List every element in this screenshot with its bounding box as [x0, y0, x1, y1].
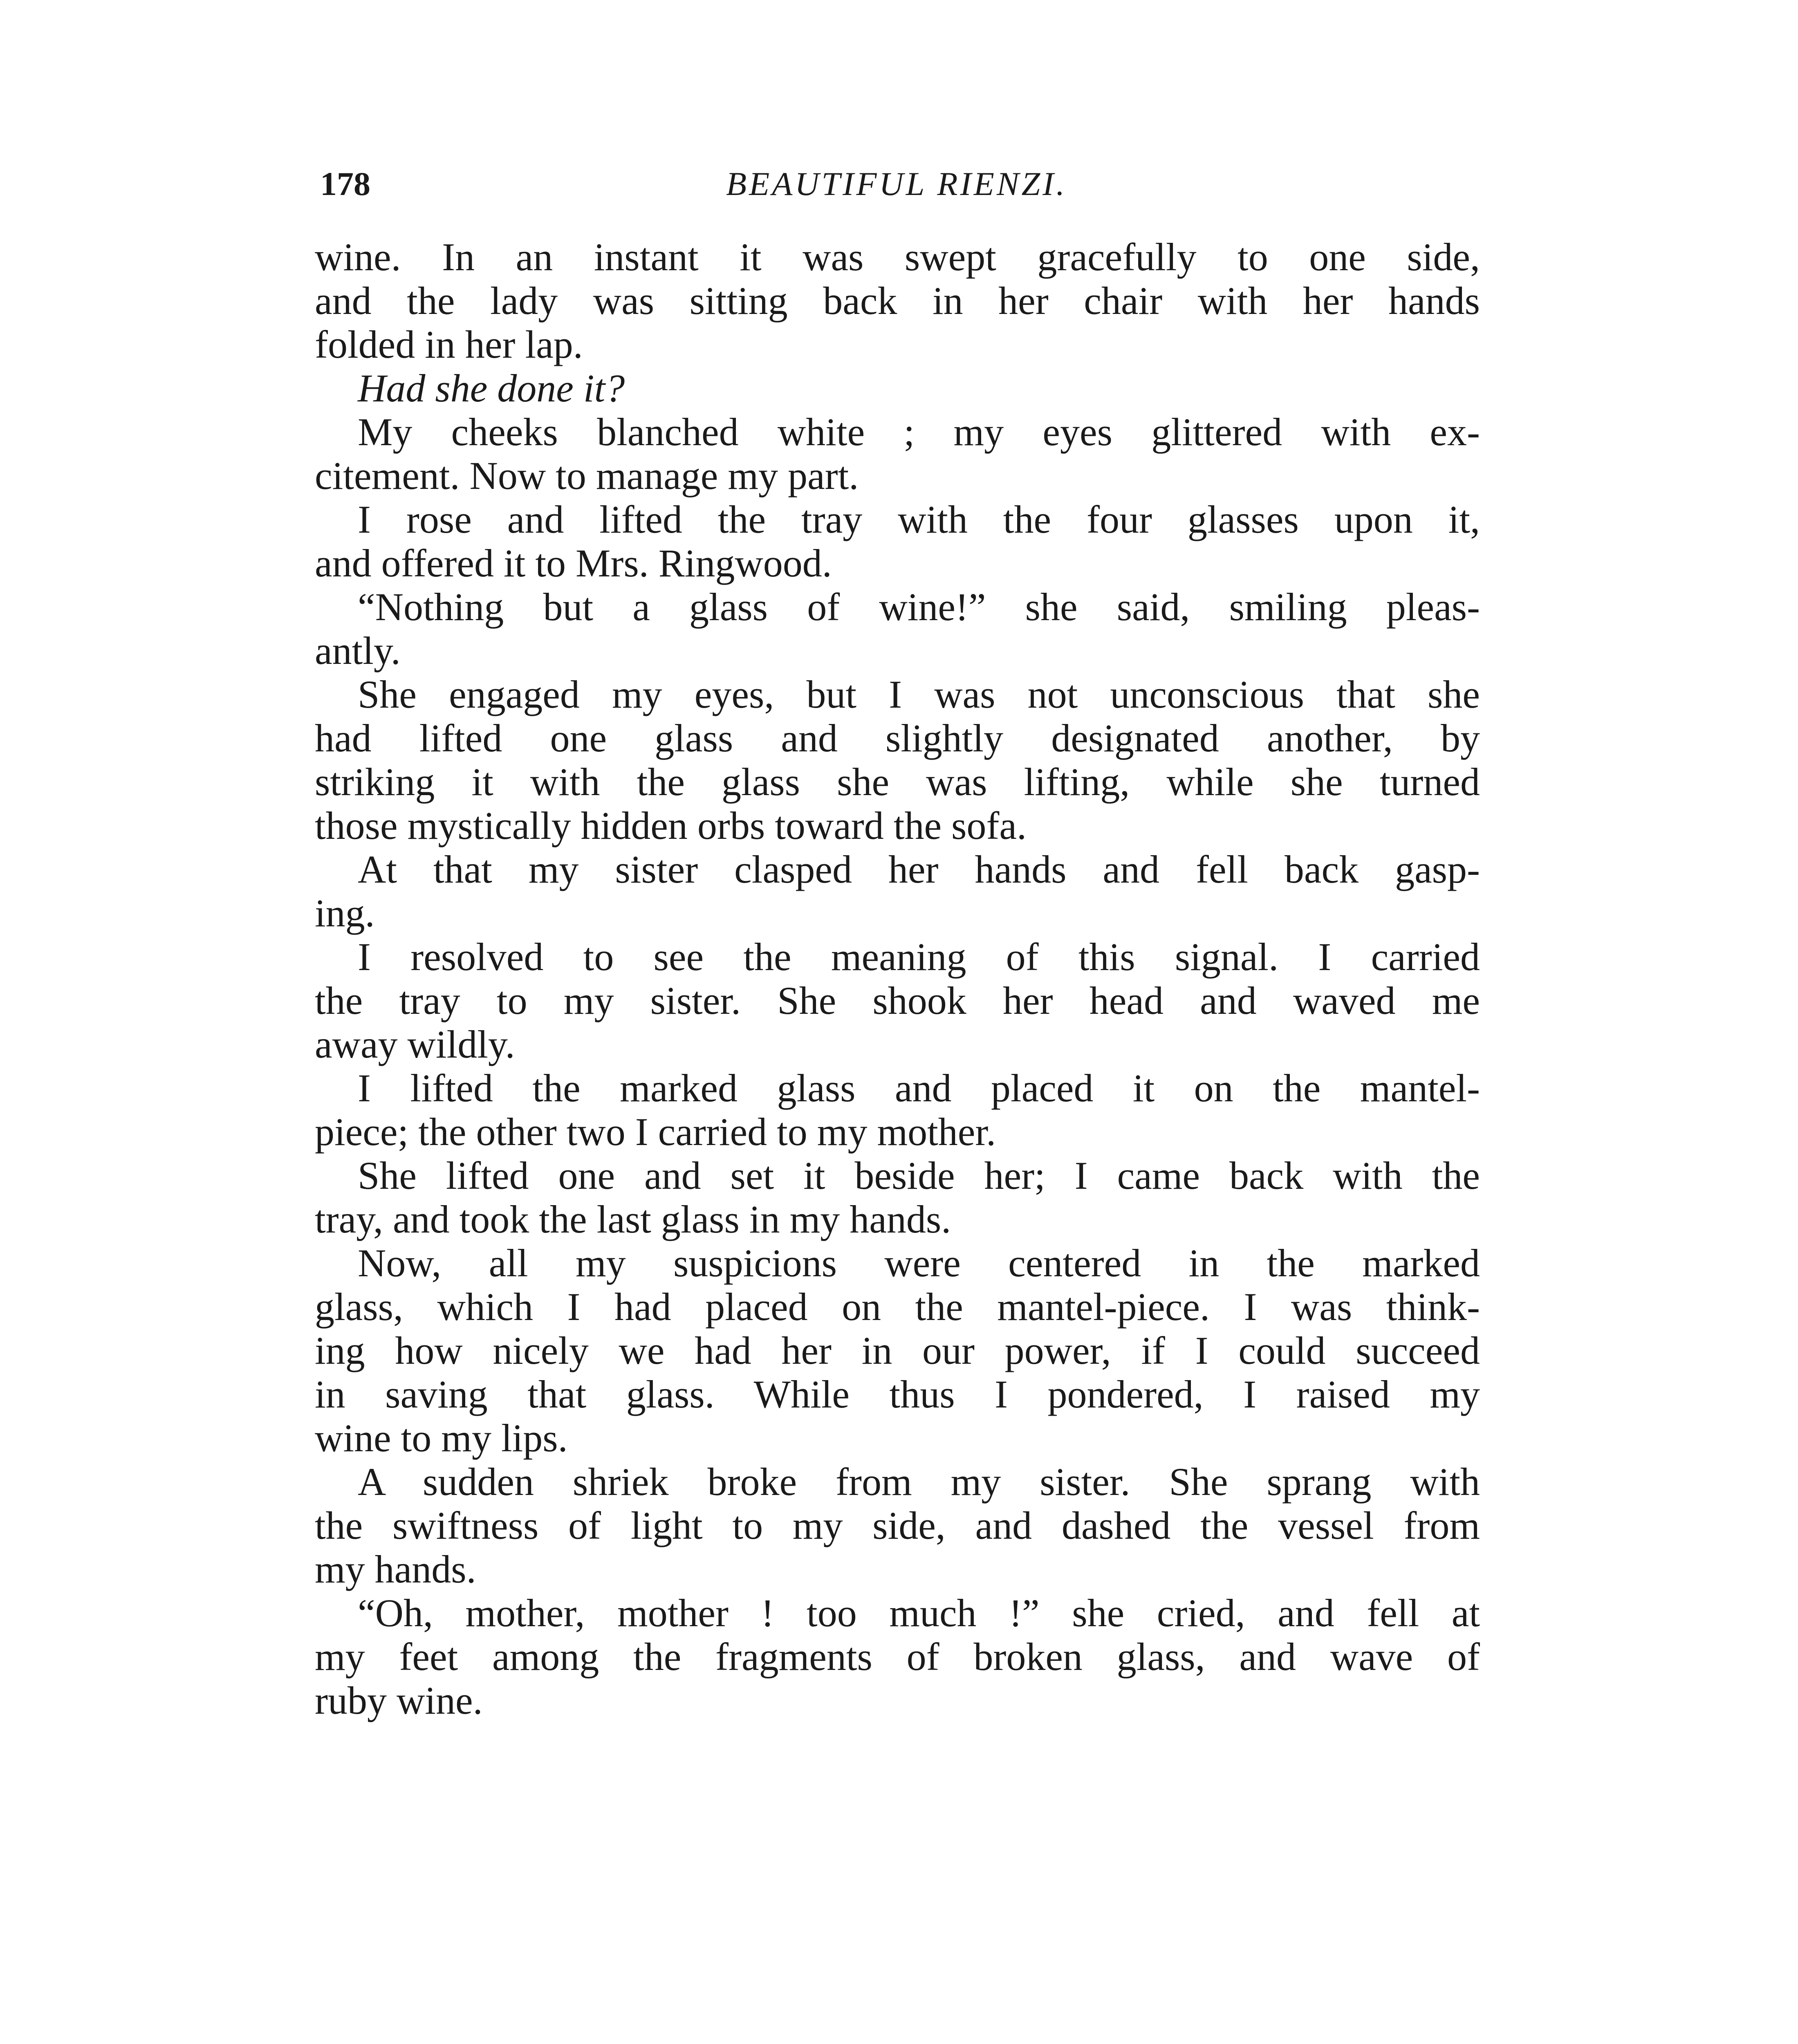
text-line: glass, which I had placed on the mantel-piece. I was think- [315, 1285, 1480, 1329]
text-line: ing. [315, 891, 375, 935]
text-line: Now, all my suspicions were centered in the marked [358, 1241, 1480, 1285]
text-line: ruby wine. [315, 1679, 483, 1722]
running-title: BEAUTIFUL RIENZI. [726, 165, 1067, 202]
text-line: citement. Now to manage my part. [315, 454, 859, 498]
text-line: wine. In an instant it was swept gracefully to one side, [315, 235, 1480, 279]
text-line: At that my sister clasped her hands and fell back gasp- [358, 847, 1480, 891]
text-line: ing how nicely we had her in our power, if I could succeed [315, 1329, 1480, 1372]
text-line: piece; the other two I carried to my mother. [315, 1110, 996, 1154]
text-line: striking it with the glass she was lifting, while she turned [315, 760, 1480, 804]
text-line: antly. [315, 629, 401, 672]
text-line: I resolved to see the meaning of this signal. I carried [358, 935, 1480, 979]
text-line: She engaged my eyes, but I was not unconscious that she [358, 672, 1480, 716]
text-line: folded in her lap. [315, 323, 583, 366]
text-line: in saving that glass. While thus I pondered, I raised my [315, 1372, 1480, 1416]
text-line: my feet among the fragments of broken glass, and wave of [315, 1635, 1480, 1679]
text-line: away wildly. [315, 1022, 515, 1066]
text-line: my hands. [315, 1547, 476, 1591]
text-line: “Oh, mother, mother ! too much !” she cried, and fell at [358, 1591, 1480, 1635]
text-line: and the lady was sitting back in her chair with her hands [315, 279, 1480, 323]
text-line: “Nothing but a glass of wine!” she said, smiling pleas- [358, 585, 1480, 629]
text-line: I rose and lifted the tray with the four glasses upon it, [358, 498, 1480, 541]
text-line: those mystically hidden orbs toward the sofa. [315, 804, 1027, 847]
text-line: wine to my lips. [315, 1416, 568, 1460]
text-line: She lifted one and set it beside her; I came back with the [358, 1154, 1480, 1197]
text-line: and offered it to Mrs. Ringwood. [315, 541, 832, 585]
text-line: Had she done it? [358, 366, 625, 410]
page-header [320, 159, 1473, 208]
text-line: My cheeks blanched white ; my eyes glittered with ex- [358, 410, 1480, 454]
text-line: the swiftness of light to my side, and dashed the vessel from [315, 1504, 1480, 1547]
text-line: had lifted one glass and slightly designated another, by [315, 716, 1480, 760]
page-number: 178 [320, 165, 370, 202]
body-text [315, 235, 1480, 1722]
text-line: the tray to my sister. She shook her head and waved me [315, 979, 1480, 1022]
text-line: A sudden shriek broke from my sister. She sprang with [358, 1460, 1480, 1504]
text-line: I lifted the marked glass and placed it on the mantel- [358, 1066, 1480, 1110]
text-line: tray, and took the last glass in my hands. [315, 1197, 951, 1241]
